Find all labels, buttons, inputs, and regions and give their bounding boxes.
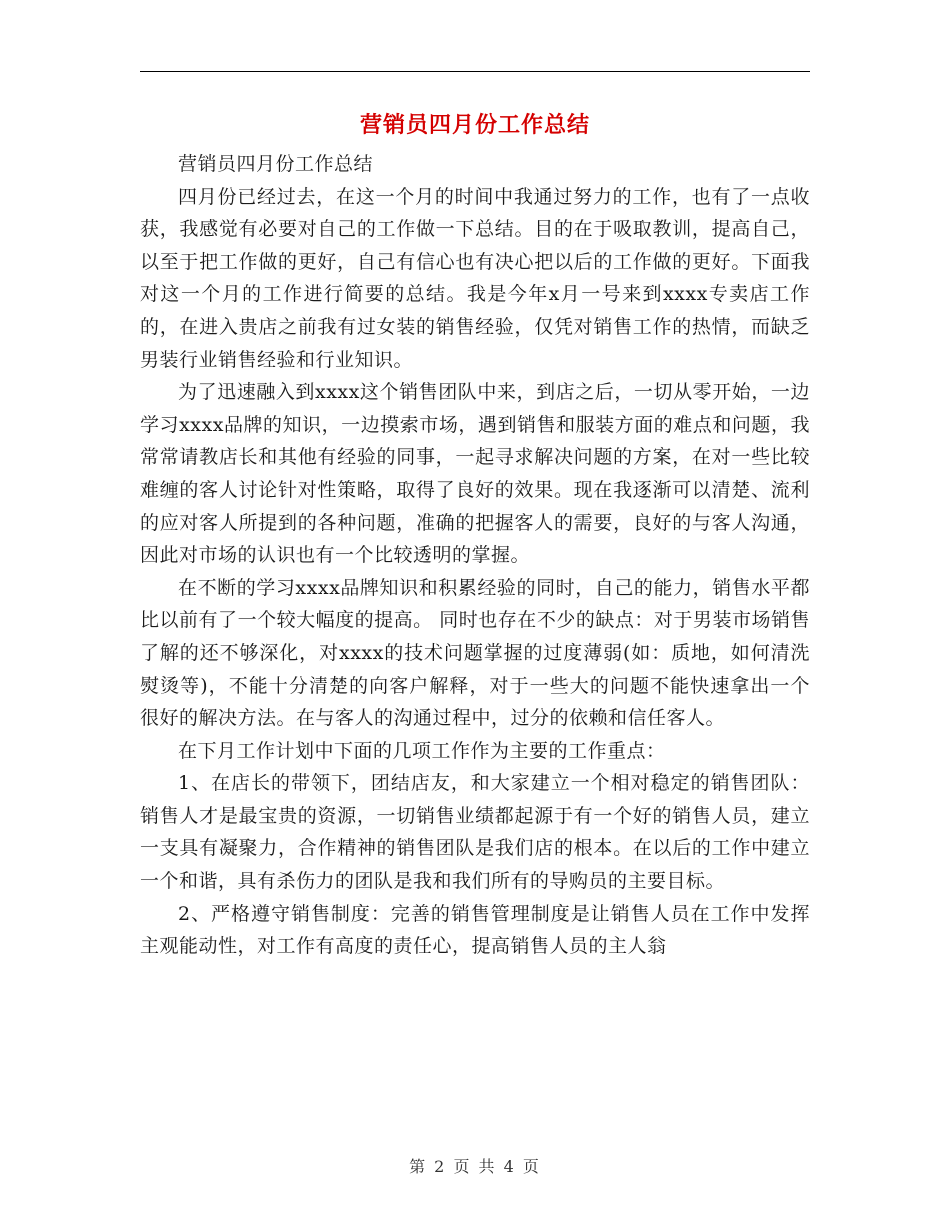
paragraph-intro: 四月份已经过去，在这一个月的时间中我通过努力的工作，也有了一点收获，我感觉有必要对自己的工作做一下总结。目的在于吸取教训，提高自己，以至于把工作做的更好，自己有信心也有决心把以后的工作做的更好。下面我对这一个月的工作进行简要的总结。我是今年x月一号来到xxxx专卖店工作的，在进入贵店之前我有过女装的销售经验，仅凭对销售工作的热情，而缺乏男装行业销售经验和行业知识。 xyxy=(140,185,810,371)
document-title: 营销员四月份工作总结 xyxy=(359,112,590,138)
paragraph-subtitle: 营销员四月份工作总结 xyxy=(178,153,374,175)
paragraph-learning: 为了迅速融入到xxxx这个销售团队中来，到店之后，一切从零开始，一边学习xxxx品牌的知识，一边摸索市场，遇到销售和服装方面的难点和问题，我常常请教店长和其他有经验的同事，一起寻求解决问题的方案，在对一些比较难缠的客人讨论针对性策略，取得了良好的效果。现在我逐渐可以清楚、流利的应对客人所提到的各种问题，准确的把握客人的需要，良好的与客人沟通，因此对市场的认识也有一个比较透明的掌握。 xyxy=(140,381,810,567)
paragraph-shortcomings: 在不断的学习xxxx品牌知识和积累经验的同时，自己的能力，销售水平都比以前有了一个较大幅度的提高。 同时也存在不少的缺点：对于男装市场销售了解的还不够深化，对xxxx的技术问题掌握的过度薄弱(如：质地，如何清洗熨烫等)，不能十分清楚的向客户解释，对于一些大的问题不能快速拿出一个很好的解决方法。在与客人的沟通过程中，过分的依赖和信任客人。 xyxy=(140,576,810,730)
paragraph-plan-item-1: 1、在店长的带领下，团结店友，和大家建立一个相对稳定的销售团队：销售人才是最宝贵的资源，一切销售业绩都起源于有一个好的销售人员，建立一支具有凝聚力，合作精神的销售团队是我们店的根本。在以后的工作中建立一个和谐，具有杀伤力的团队是我和我们所有的导购员的主要目标。 xyxy=(140,772,810,893)
page-number: 第 2 页 共 4 页 xyxy=(409,1157,541,1176)
paragraph-plan-intro: 在下月工作计划中下面的几项工作作为主要的工作重点： xyxy=(178,739,666,762)
header-rule xyxy=(140,71,810,72)
document-body xyxy=(140,148,810,963)
paragraph-plan-item-2: 2、严格遵守销售制度：完善的销售管理制度是让销售人员在工作中发挥主观能动性，对工作有高度的责任心，提高销售人员的主人翁 xyxy=(140,902,810,958)
